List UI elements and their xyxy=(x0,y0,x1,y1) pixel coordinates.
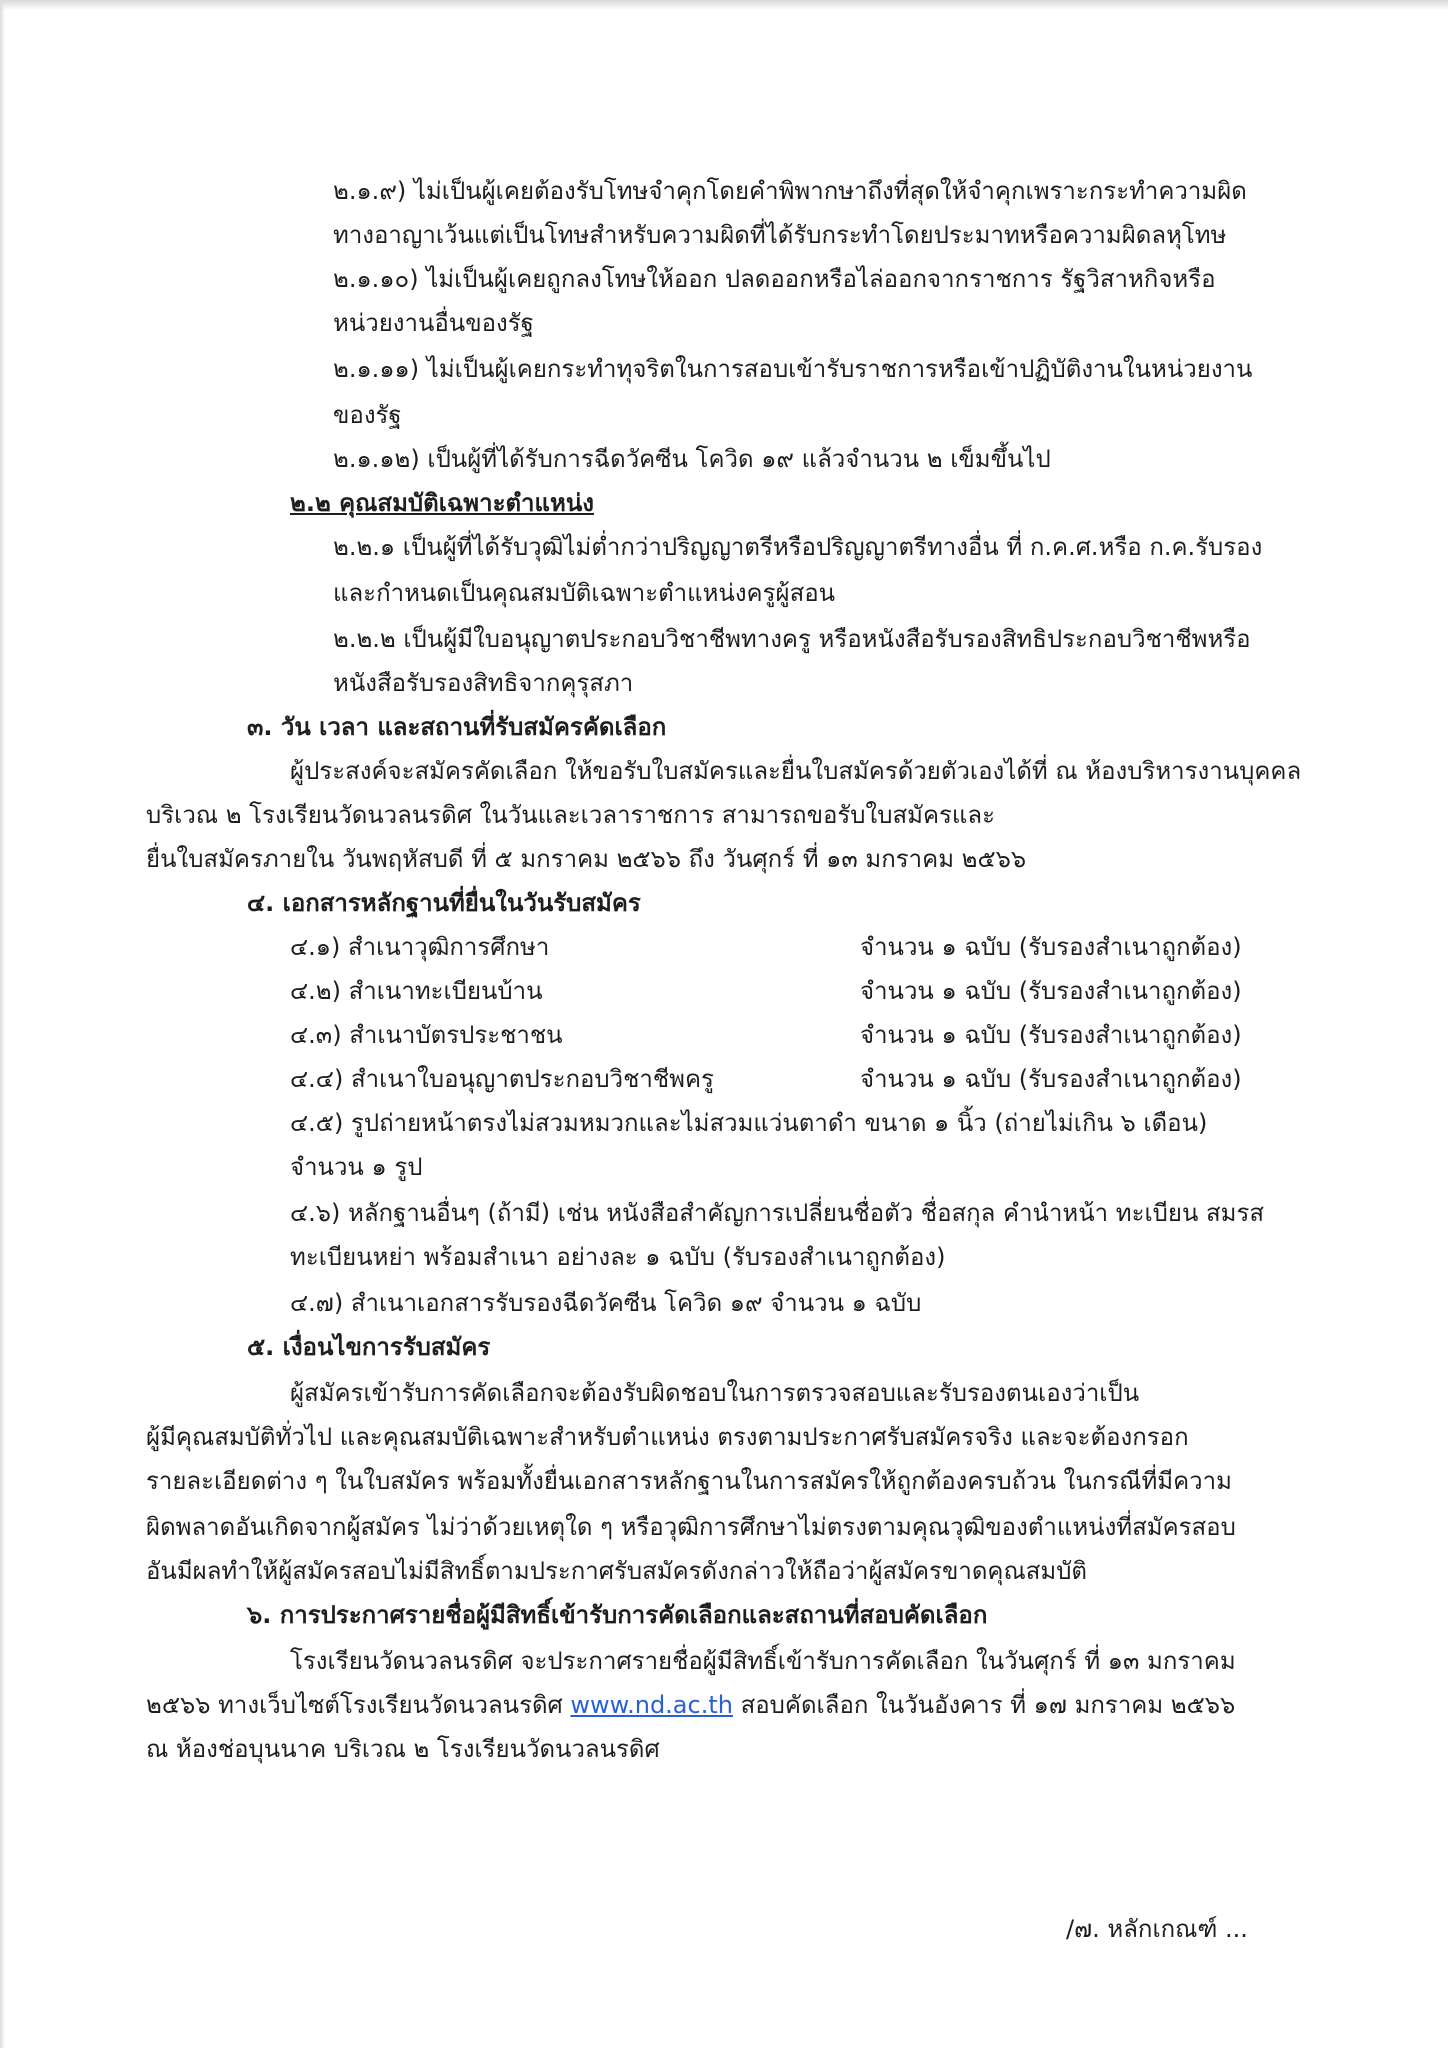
clause-4-7: ๔.๗) สำเนาเอกสารรับรองฉีดวัคซีน โควิด ๑๙ จำนวน ๑ ฉบับ xyxy=(290,1289,922,1317)
section-6-para-line2 xyxy=(146,1688,1235,1722)
clause-2-1-9-line1: ๒.๑.๙) ไม่เป็นผู้เคยต้องรับโทษจำคุกโดยคำพิพากษาถึงที่สุดให้จำคุกเพราะกระทำความผิด xyxy=(333,177,1247,205)
school-website-link[interactable]: www.nd.ac.th xyxy=(570,1691,733,1719)
section-6-para-line3: ณ ห้องช่อบุนนาค บริเวณ ๒ โรงเรียนวัดนวลนรดิศ xyxy=(146,1735,660,1763)
document-item-qty: จำนวน ๑ ฉบับ (รับรองสำเนาถูกต้อง) xyxy=(860,933,1242,961)
scan-edge-top xyxy=(0,0,1448,10)
section-5-para-line5: อันมีผลทำให้ผู้สมัครสอบไม่มีสิทธิ์ตามประกาศรับสมัครดังกล่าวให้ถือว่าผู้สมัครขาดคุณสมบัติ xyxy=(146,1557,1088,1585)
document-item-label: ๔.๓) สำเนาบัตรประชาชน xyxy=(290,1021,563,1049)
section-6-para-line2-pre: ๒๕๖๖ ทางเว็บไซต์โรงเรียนวัดนวลนรดิศ xyxy=(146,1691,571,1719)
clause-4-5-line1: ๔.๕) รูปถ่ายหน้าตรงไม่สวมหมวกและไม่สวมแว่นตาดำ ขนาด ๑ นิ้ว (ถ่ายไม่เกิน ๖ เดือน) xyxy=(290,1109,1208,1137)
clause-2-2-2-line2: หนังสือรับรองสิทธิจากคุรุสภา xyxy=(333,669,634,697)
document-item-row xyxy=(290,930,1280,964)
document-item-label: ๔.๔) สำเนาใบอนุญาตประกอบวิชาชีพครู xyxy=(290,1065,714,1093)
section-5-para-line2: ผู้มีคุณสมบัติทั่วไป และคุณสมบัติเฉพาะสำหรับตำแหน่ง ตรงตามประกาศรับสมัครจริง และจะต้องกรอก xyxy=(146,1423,1189,1451)
section-6-heading: ๖. การประกาศรายชื่อผู้มีสิทธิ์เข้ารับการคัดเลือกและสถานที่สอบคัดเลือก xyxy=(247,1601,988,1629)
clause-2-2-1-line1: ๒.๒.๑ เป็นผู้ที่ได้รับวุฒิไม่ต่ำกว่าปริญญาตรีหรือปริญญาตรีทางอื่น ที่ ก.ค.ศ.หรือ ก.ค.รับรอง xyxy=(333,533,1263,561)
scan-edge-left xyxy=(0,0,5,2048)
document-item-row xyxy=(290,1062,1280,1096)
clause-4-5-line2: จำนวน ๑ รูป xyxy=(290,1153,423,1181)
section-2-2-heading: ๒.๒ คุณสมบัติเฉพาะตำแหน่ง xyxy=(290,489,594,517)
section-6-para-line1: โรงเรียนวัดนวลนรดิศ จะประกาศรายชื่อผู้มีสิทธิ์เข้ารับการคัดเลือก ในวันศุกร์ ที่ ๑๓ มกราคม xyxy=(290,1647,1236,1675)
document-item-qty: จำนวน ๑ ฉบับ (รับรองสำเนาถูกต้อง) xyxy=(860,1021,1242,1049)
section-5-para-line1: ผู้สมัครเข้ารับการคัดเลือกจะต้องรับผิดชอบในการตรวจสอบและรับรองตนเองว่าเป็น xyxy=(290,1379,1140,1407)
section-3-para-line2: บริเวณ ๒ โรงเรียนวัดนวลนรดิศ ในวันและเวลาราชการ สามารถขอรับใบสมัครและ xyxy=(146,801,995,829)
clause-2-1-11-line1: ๒.๑.๑๑) ไม่เป็นผู้เคยกระทำทุจริตในการสอบเข้ารับราชการหรือเข้าปฏิบัติงานในหน่วยงาน xyxy=(333,355,1253,383)
next-page-indicator: /๗. หลักเกณฑ์ ... xyxy=(1066,1915,1248,1943)
clause-2-2-2-line1: ๒.๒.๒ เป็นผู้มีใบอนุญาตประกอบวิชาชีพทางครู หรือหนังสือรับรองสิทธิประกอบวิชาชีพหรือ xyxy=(333,625,1251,653)
document-item-row xyxy=(290,1018,1280,1052)
clause-2-1-9-line2: ทางอาญาเว้นแต่เป็นโทษสำหรับความผิดที่ได้รับกระทำโดยประมาทหรือความผิดลหุโทษ xyxy=(333,221,1227,249)
clause-2-1-12: ๒.๑.๑๒) เป็นผู้ที่ได้รับการฉีดวัคซีน โควิด ๑๙ แล้วจำนวน ๒ เข็มขึ้นไป xyxy=(333,445,1051,473)
section-3-para-line1: ผู้ประสงค์จะสมัครคัดเลือก ให้ขอรับใบสมัครและยื่นใบสมัครด้วยตัวเองได้ที่ ณ ห้องบริหารงานบุคคล xyxy=(290,757,1302,785)
document-item-qty: จำนวน ๑ ฉบับ (รับรองสำเนาถูกต้อง) xyxy=(860,977,1242,1005)
section-6-para-line2-post: สอบคัดเลือก ในวันอังคาร ที่ ๑๗ มกราคม ๒๕๖๖ xyxy=(732,1691,1236,1719)
section-5-para-line4: ผิดพลาดอันเกิดจากผู้สมัคร ไม่ว่าด้วยเหตุใด ๆ หรือวุฒิการศึกษาไม่ตรงตามคุณวุฒิของตำแหน่งที่สมัครสอบ xyxy=(146,1513,1236,1541)
clause-2-1-10-line1: ๒.๑.๑๐) ไม่เป็นผู้เคยถูกลงโทษให้ออก ปลดออกหรือไล่ออกจากราชการ รัฐวิสาหกิจหรือ xyxy=(333,265,1216,293)
section-4-heading: ๔. เอกสารหลักฐานที่ยื่นในวันรับสมัคร xyxy=(247,889,641,917)
document-item-qty: จำนวน ๑ ฉบับ (รับรองสำเนาถูกต้อง) xyxy=(860,1065,1242,1093)
section-3-para-line3: ยื่นใบสมัครภายใน วันพฤหัสบดี ที่ ๕ มกราคม ๒๕๖๖ ถึง วันศุกร์ ที่ ๑๓ มกราคม ๒๕๖๖ xyxy=(146,845,1027,873)
document-item-label: ๔.๒) สำเนาทะเบียนบ้าน xyxy=(290,977,543,1005)
clause-2-1-10-line2: หน่วยงานอื่นของรัฐ xyxy=(333,309,534,337)
document-item-label: ๔.๑) สำเนาวุฒิการศึกษา xyxy=(290,933,550,961)
section-5-para-line3: รายละเอียดต่าง ๆ ในใบสมัคร พร้อมทั้งยื่นเอกสารหลักฐานในการสมัครให้ถูกต้องครบถ้วน ในกรณีที่มีความ xyxy=(146,1467,1232,1495)
clause-2-2-1-line2: และกำหนดเป็นคุณสมบัติเฉพาะตำแหน่งครูผู้สอน xyxy=(333,579,836,607)
clause-4-6-line2: ทะเบียนหย่า พร้อมสำเนา อย่างละ ๑ ฉบับ (รับรองสำเนาถูกต้อง) xyxy=(290,1243,946,1271)
section-3-heading: ๓. วัน เวลา และสถานที่รับสมัครคัดเลือก xyxy=(247,713,667,741)
clause-2-1-11-line2: ของรัฐ xyxy=(333,401,402,429)
clause-4-6-line1: ๔.๖) หลักฐานอื่นๆ (ถ้ามี) เช่น หนังสือสำคัญการเปลี่ยนชื่อตัว ชื่อสกุล คำนำหน้า ทะเบียน สมรส xyxy=(290,1199,1265,1227)
document-item-row xyxy=(290,974,1280,1008)
section-5-heading: ๕. เงื่อนไขการรับสมัคร xyxy=(247,1333,491,1361)
